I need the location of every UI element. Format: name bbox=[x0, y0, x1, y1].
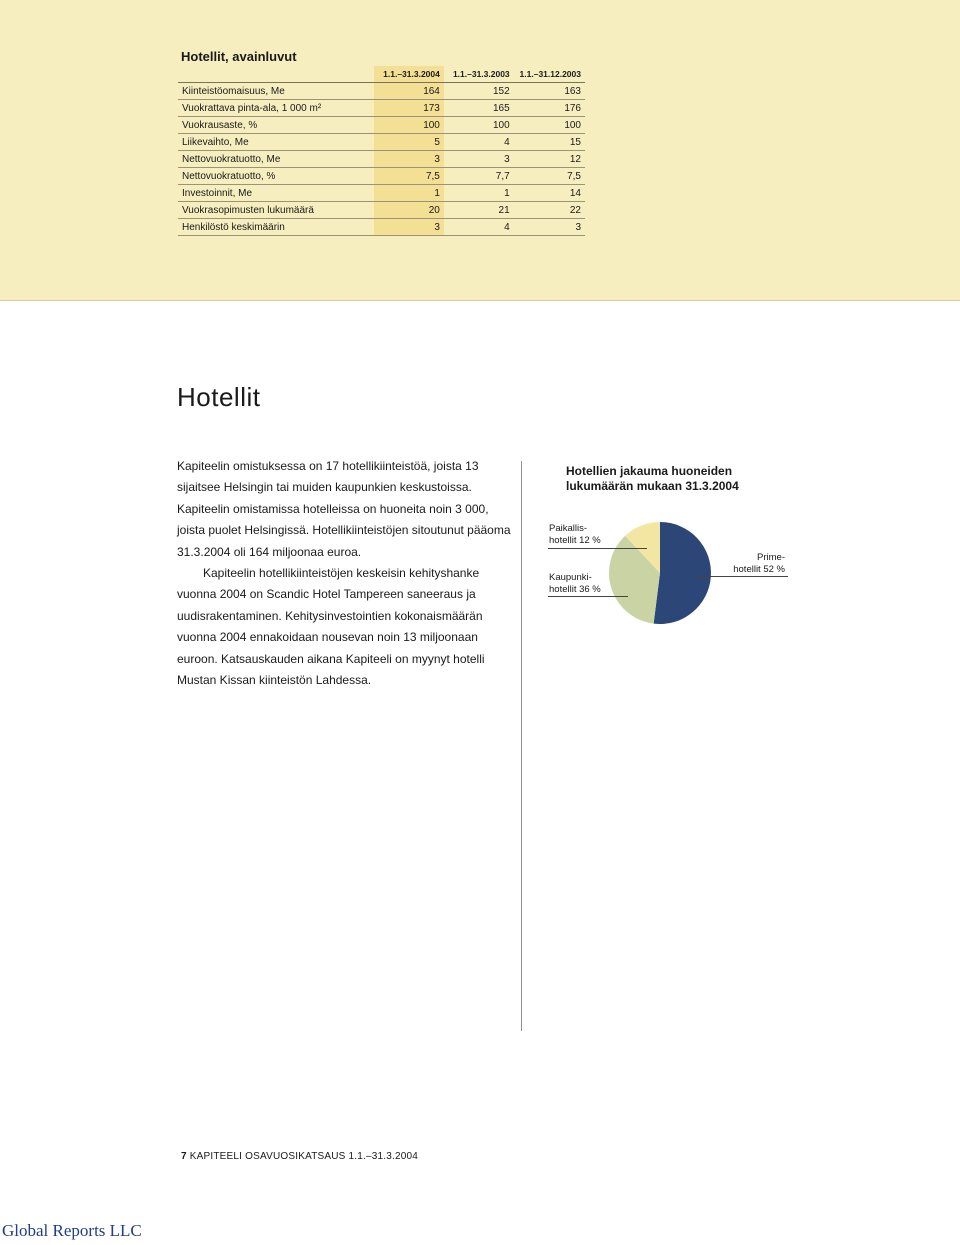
row-value: 7,5 bbox=[514, 168, 585, 185]
row-label: Vuokrattava pinta-ala, 1 000 m² bbox=[178, 100, 374, 117]
pie-label-line: Paikallis- bbox=[549, 523, 588, 534]
row-value: 152 bbox=[444, 83, 514, 100]
row-value: 4 bbox=[444, 134, 514, 151]
chart-title: Hotellien jakauma huoneiden lukumäärän mukaan 31.3.2004 bbox=[566, 464, 739, 493]
row-label: Nettovuokratuotto, Me bbox=[178, 151, 374, 168]
row-value: 164 bbox=[374, 83, 444, 100]
column-header: 1.1.–31.12.2003 bbox=[514, 66, 585, 83]
pie-label-paikallis bbox=[549, 523, 601, 547]
row-value: 173 bbox=[374, 100, 444, 117]
row-value: 176 bbox=[514, 100, 585, 117]
row-value: 3 bbox=[374, 219, 444, 236]
row-value: 165 bbox=[444, 100, 514, 117]
body-paragraph: Kapiteelin omistuksessa on 17 hotellikiinteistöä, joista 13 sijaitsee Helsingin tai muiden kaupunkien keskustoissa. Kapiteelin omistamissa hotelleissa on huoneita noin 3 000, joista puolet Helsingissä. Hotellikiinteistöjen sitoutunut pääoma 31.3.2004 oli 164 miljoonaa euroa. bbox=[177, 459, 511, 559]
row-label: Henkilöstö keskimäärin bbox=[178, 219, 374, 236]
pie-leader-kaupunki bbox=[548, 596, 628, 597]
row-label: Vuokrausaste, % bbox=[178, 117, 374, 134]
pie-label-kaupunki bbox=[549, 572, 601, 596]
pie-label-prime bbox=[727, 552, 785, 576]
row-value: 1 bbox=[374, 185, 444, 202]
row-value: 3 bbox=[444, 151, 514, 168]
row-value: 100 bbox=[514, 117, 585, 134]
row-label: Nettovuokratuotto, % bbox=[178, 168, 374, 185]
page-number: 7 bbox=[181, 1151, 187, 1162]
pie-leader-paikallis bbox=[548, 548, 647, 549]
row-label: Liikevaihto, Me bbox=[178, 134, 374, 151]
footer-text: KAPITEELI OSAVUOSIKATSAUS 1.1.–31.3.2004 bbox=[189, 1151, 419, 1162]
pie-leader-prime bbox=[696, 576, 788, 577]
credit-text: Global Reports LLC bbox=[2, 1221, 142, 1240]
row-value: 5 bbox=[374, 134, 444, 151]
row-value: 7,7 bbox=[444, 168, 514, 185]
row-value: 14 bbox=[514, 185, 585, 202]
pie-label-line: Kaupunki- bbox=[549, 572, 592, 583]
row-label: Investoinnit, Me bbox=[178, 185, 374, 202]
row-value: 4 bbox=[444, 219, 514, 236]
row-value: 22 bbox=[514, 202, 585, 219]
row-value: 163 bbox=[514, 83, 585, 100]
row-value: 12 bbox=[514, 151, 585, 168]
row-value: 3 bbox=[374, 151, 444, 168]
pie-label-line: hotellit 12 % bbox=[549, 535, 601, 546]
pie-label-line: Prime- bbox=[757, 552, 785, 563]
row-label: Kiinteistöomaisuus, Me bbox=[178, 83, 374, 100]
pie-label-line: hotellit 36 % bbox=[549, 584, 601, 595]
page-footer bbox=[181, 1151, 418, 1162]
pie-slice-prime-hotellit bbox=[654, 522, 711, 624]
row-value: 7,5 bbox=[374, 168, 444, 185]
row-value: 15 bbox=[514, 134, 585, 151]
row-label: Vuokrasopimusten lukumäärä bbox=[178, 202, 374, 219]
row-value: 21 bbox=[444, 202, 514, 219]
column-header: 1.1.–31.3.2003 bbox=[444, 66, 514, 83]
section-heading: Hotellit bbox=[177, 382, 261, 412]
row-value: 100 bbox=[374, 117, 444, 134]
body-paragraph: Kapiteelin hotellikiinteistöjen keskeisin kehityshanke vuonna 2004 on Scandic Hotel Tampereen saneeraus ja uudisrakentaminen. Kehitysinvestointien kokonaismäärän vuonna 2004 ennakoidaan nousevan noin 13 miljoonaan euroon. Katsauskauden aikana Kapiteeli on myynyt hotelli Mustan Kissan kiinteistön Lahdessa. bbox=[177, 566, 485, 688]
row-value: 100 bbox=[444, 117, 514, 134]
key-figures-title: Hotellit, avainluvut bbox=[181, 49, 297, 64]
column-header: 1.1.–31.3.2004 bbox=[374, 66, 444, 83]
row-value: 20 bbox=[374, 202, 444, 219]
pie-label-line: hotellit 52 % bbox=[733, 564, 785, 575]
row-value: 3 bbox=[514, 219, 585, 236]
row-value: 1 bbox=[444, 185, 514, 202]
